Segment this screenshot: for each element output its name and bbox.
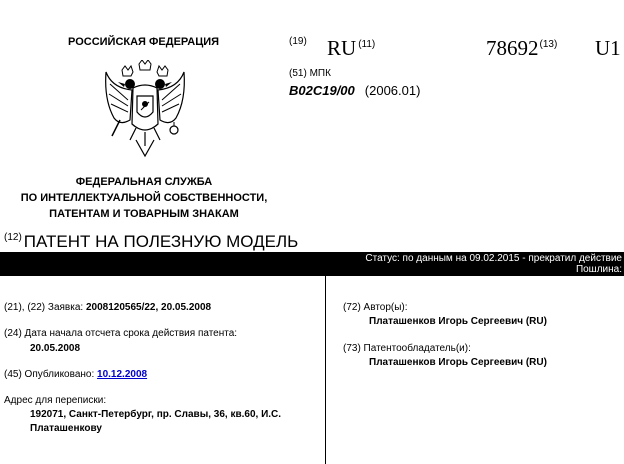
application-value: 2008120565/22, 20.05.2008 bbox=[85, 302, 212, 313]
agency-line: ПАТЕНТАМ И ТОВАРНЫМ ЗНАКАМ bbox=[49, 208, 239, 220]
patent-number bbox=[486, 36, 557, 61]
inid-code-13: (13) bbox=[539, 39, 558, 50]
term-value: 20.05.2008 bbox=[30, 343, 81, 354]
status-bar bbox=[0, 252, 624, 276]
application-label: (21), (22) Заявка: bbox=[4, 302, 84, 313]
term-label: (24) Дата начала отсчета срока действия патента: bbox=[4, 328, 238, 339]
russian-coat-of-arms-icon bbox=[100, 60, 190, 170]
application-row bbox=[4, 302, 211, 313]
patent-number-text: 78692 bbox=[486, 36, 539, 60]
author-value: Платашенков Игорь Сергеевич (RU) bbox=[369, 316, 547, 327]
ipc-version: (2006.01) bbox=[364, 83, 421, 98]
country-code bbox=[327, 36, 375, 61]
status-text: Статус: по данным на 09.02.2015 - прекратил действие bbox=[365, 253, 622, 264]
address-line: 192071, Санкт-Петербург, пр. Славы, 36, кв.60, И.С. bbox=[30, 409, 282, 420]
owner-value: Платашенков Игорь Сергеевич (RU) bbox=[369, 357, 547, 368]
agency-name bbox=[0, 174, 288, 222]
column-divider bbox=[325, 276, 326, 464]
ipc-label: МПК bbox=[309, 68, 331, 79]
inid-code-11: (11) bbox=[358, 39, 376, 50]
country-name: РОССИЙСКАЯ ФЕДЕРАЦИЯ bbox=[68, 36, 220, 48]
ipc-classification bbox=[289, 83, 420, 98]
agency-line: ФЕДЕРАЛЬНАЯ СЛУЖБА bbox=[75, 176, 213, 188]
document-title bbox=[4, 232, 298, 252]
country-code-text: RU bbox=[327, 36, 357, 60]
published-date-link[interactable]: 10.12.2008 bbox=[97, 369, 148, 380]
author-label: (72) Автор(ы): bbox=[343, 302, 408, 313]
ipc-header bbox=[289, 68, 331, 79]
fee-text: Пошлина: bbox=[575, 264, 622, 275]
inid-code-12: (12) bbox=[4, 232, 22, 243]
published-row bbox=[4, 369, 147, 380]
inid-code-51: (51) bbox=[289, 68, 307, 79]
address-line: Платашенкову bbox=[30, 423, 102, 434]
published-label: (45) Опубликовано: bbox=[4, 369, 95, 380]
owner-label: (73) Патентообладатель(и): bbox=[343, 343, 471, 354]
kind-code: U1 bbox=[595, 36, 621, 60]
ipc-code: B02C19/00 bbox=[289, 83, 355, 98]
inid-code-19: (19) bbox=[289, 36, 307, 47]
agency-line: ПО ИНТЕЛЛЕКТУАЛЬНОЙ СОБСТВЕННОСТИ, bbox=[20, 192, 268, 204]
address-label: Адрес для переписки: bbox=[4, 395, 107, 406]
title-text: ПАТЕНТ НА ПОЛЕЗНУЮ МОДЕЛЬ bbox=[23, 232, 299, 251]
